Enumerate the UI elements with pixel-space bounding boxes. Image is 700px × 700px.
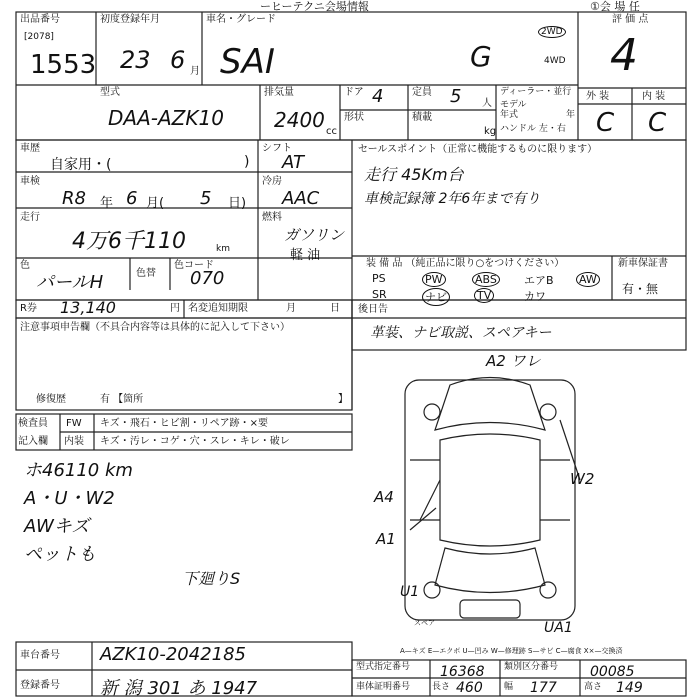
classification-label: 類別区分番号: [504, 662, 559, 672]
load-unit: kg: [484, 126, 497, 137]
length-value: 460: [456, 680, 483, 696]
lot-label: 出品番号: [20, 14, 60, 25]
width-value: 177: [530, 680, 557, 696]
first-reg-year: 23: [120, 46, 151, 74]
year-label: 年式: [500, 110, 519, 120]
color-change-label: 色替: [136, 268, 156, 279]
history-close: ): [244, 154, 250, 170]
height-label: 高さ: [584, 682, 603, 692]
width-label: 幅: [504, 682, 514, 692]
mark-top: A2 ワレ: [486, 352, 541, 370]
height-value: 149: [616, 680, 643, 696]
first-reg-unit: 月: [190, 66, 200, 77]
inspection-day: 5: [200, 188, 212, 209]
length-label: 長さ: [432, 682, 451, 692]
color-code: 070: [190, 268, 225, 289]
repair-close: 】: [338, 394, 348, 405]
inspector-note-3: AWキズ: [24, 516, 90, 537]
capacity-unit: 人: [482, 98, 492, 109]
first-reg-month: 6: [170, 46, 186, 74]
repair-value: 有 【箇所: [100, 394, 144, 405]
type-designation-label: 型式指定番号: [356, 662, 411, 672]
mileage-label: 走行: [20, 212, 40, 223]
inspector-note-2: A・U・W2: [24, 488, 115, 509]
registration-value: 新 潟 301 あ 1947: [100, 678, 258, 699]
handle-label: ハンドル 左・右: [500, 124, 566, 134]
transfer-month: 月: [286, 303, 296, 314]
mark-right: W2: [570, 470, 595, 488]
recycle-value: 13,140: [60, 298, 116, 317]
drive-2wd: 2WD: [538, 26, 566, 38]
inspection-month: 6: [126, 188, 138, 209]
model-label: 型式: [100, 87, 120, 98]
inspection-label: 車検: [20, 176, 40, 187]
interior-label: 内装: [64, 436, 84, 447]
aircon-label: 冷房: [262, 176, 282, 187]
equip-leather: カワ: [524, 290, 546, 303]
mileage-value: 4万6千110: [72, 229, 186, 254]
venue-label: ①会 場 任: [590, 0, 640, 13]
displacement-value: 2400: [274, 108, 325, 132]
selling-line2: 車検記録簿 2年6年まで有り: [364, 191, 541, 207]
model-year-label: モデル: [500, 100, 527, 110]
history-value: 自家用・(: [50, 157, 112, 173]
registration-label: 登録番号: [20, 680, 60, 691]
score-value: 4: [610, 30, 638, 81]
selling-line1: 走行 45Km台: [364, 165, 464, 184]
rear-seat-value: 革装、ナビ取説、スペアキー: [370, 325, 552, 341]
dealer-label: ディーラー・並行: [500, 87, 572, 97]
color-code-label: 色コード: [174, 260, 214, 271]
int-label: 内 装: [642, 91, 666, 102]
selling-label: セールスポイント（正常に機能するものに限ります）: [358, 144, 598, 155]
first-reg-label: 初度登録年月: [100, 14, 160, 25]
aircon-value: AAC: [282, 188, 320, 209]
inspector-note-1: ホ46110 km: [24, 460, 133, 481]
inspection-year-unit: 年: [100, 196, 114, 211]
body-cert-label: 車体証明番号: [356, 682, 411, 692]
inspector-note-4: ペットも: [24, 544, 96, 565]
rear-seat-label: 後日告: [358, 304, 388, 315]
damage-legend: A—キズ E—エクボ U—凹み W—修理跡 S—サビ C—腐食 X×—交換済: [400, 647, 623, 655]
fw-label: FW: [66, 418, 82, 429]
inspector-row1: キズ・飛石・ヒビ割・リペア跡・×要: [100, 418, 268, 429]
recycle-unit: 円: [170, 303, 180, 314]
inspection-day-unit: 日): [228, 196, 247, 211]
capacity-value: 5: [450, 86, 462, 107]
equip-ps: PS: [372, 272, 386, 285]
shift-label: シフト: [262, 143, 292, 154]
inspector-label: 検査員: [18, 418, 48, 429]
color-value: パールH: [36, 272, 104, 293]
chassis-label: 車台番号: [20, 650, 60, 661]
mark-left1: A4: [374, 488, 394, 506]
equip-aw: AW: [576, 272, 600, 287]
model-value: DAA-AZK10: [108, 106, 224, 130]
notes-label: 注意事項申告欄（不具合内容等は具体的に記入して下さい）: [20, 322, 290, 333]
equip-airbag: エアB: [524, 274, 554, 287]
equip-abs: ABS: [472, 272, 500, 287]
chassis-value: AZK10-2042185: [100, 644, 247, 665]
mark-left2: A1: [376, 530, 396, 548]
lot-number: 1553: [30, 50, 97, 80]
car-diagram: [405, 378, 580, 621]
int-score: C: [648, 108, 667, 138]
displacement-unit: cc: [326, 126, 337, 137]
drive-4wd: 4WD: [544, 56, 566, 66]
transfer-label: 名変追知期限: [188, 303, 248, 314]
equip-sr: SR: [372, 288, 387, 301]
capacity-label: 定員: [412, 87, 432, 98]
repair-label: 修復歴: [36, 394, 66, 405]
sheet-title: ーヒーテクニ会場情報: [260, 0, 369, 13]
car-grade: G: [470, 40, 492, 73]
inspection-era: R8: [62, 188, 86, 209]
doors-label: ドア: [344, 87, 364, 98]
transfer-day: 日: [330, 303, 340, 314]
new-warranty-label: 新車保証書: [618, 258, 668, 269]
ext-score: C: [596, 108, 615, 138]
displacement-label: 排気量: [264, 87, 294, 98]
inspector-row2: キズ・汚レ・コゲ・穴・スレ・キレ・破レ: [100, 436, 290, 447]
mark-bottom-left: U1: [400, 584, 420, 600]
lower-note: 下廻りS: [182, 569, 241, 588]
new-warranty-value: 有・無: [622, 282, 659, 296]
type-designation-value: 16368: [440, 664, 485, 680]
mileage-unit: km: [216, 244, 230, 254]
inspection-month-unit: 月(: [146, 196, 165, 211]
spare-label: スペア: [414, 619, 435, 627]
equip-navi: ナビ: [422, 288, 450, 306]
car-label: 車名・グレード: [206, 14, 276, 25]
classification-value: 00085: [590, 664, 635, 680]
ext-label: 外 装: [586, 91, 610, 102]
lot-code: [2078]: [24, 32, 54, 42]
history-label: 車歴: [20, 143, 40, 154]
shift-value: AT: [282, 152, 304, 173]
car-name: SAI: [220, 42, 275, 82]
inspector-entry-label: 記入欄: [18, 436, 48, 447]
fuel-label: 燃料: [262, 212, 282, 223]
mark-bottom: UA1: [544, 620, 573, 636]
year-unit: 年: [566, 110, 576, 120]
equip-pw: PW: [422, 272, 446, 287]
equip-tv: TV: [474, 288, 494, 303]
color-label: 色: [20, 260, 30, 271]
load-label: 積載: [412, 112, 432, 123]
equipment-label: 装 備 品 （純正品に限り○をつけください）: [366, 258, 565, 269]
recycle-label: R券: [20, 303, 37, 314]
score-label: 評 価 点: [612, 14, 649, 25]
doors-value: 4: [372, 86, 384, 107]
fuel-light-oil: 軽 油: [290, 248, 321, 263]
fuel-gas: ガソリン: [284, 226, 345, 244]
shape-label: 形状: [344, 112, 364, 123]
